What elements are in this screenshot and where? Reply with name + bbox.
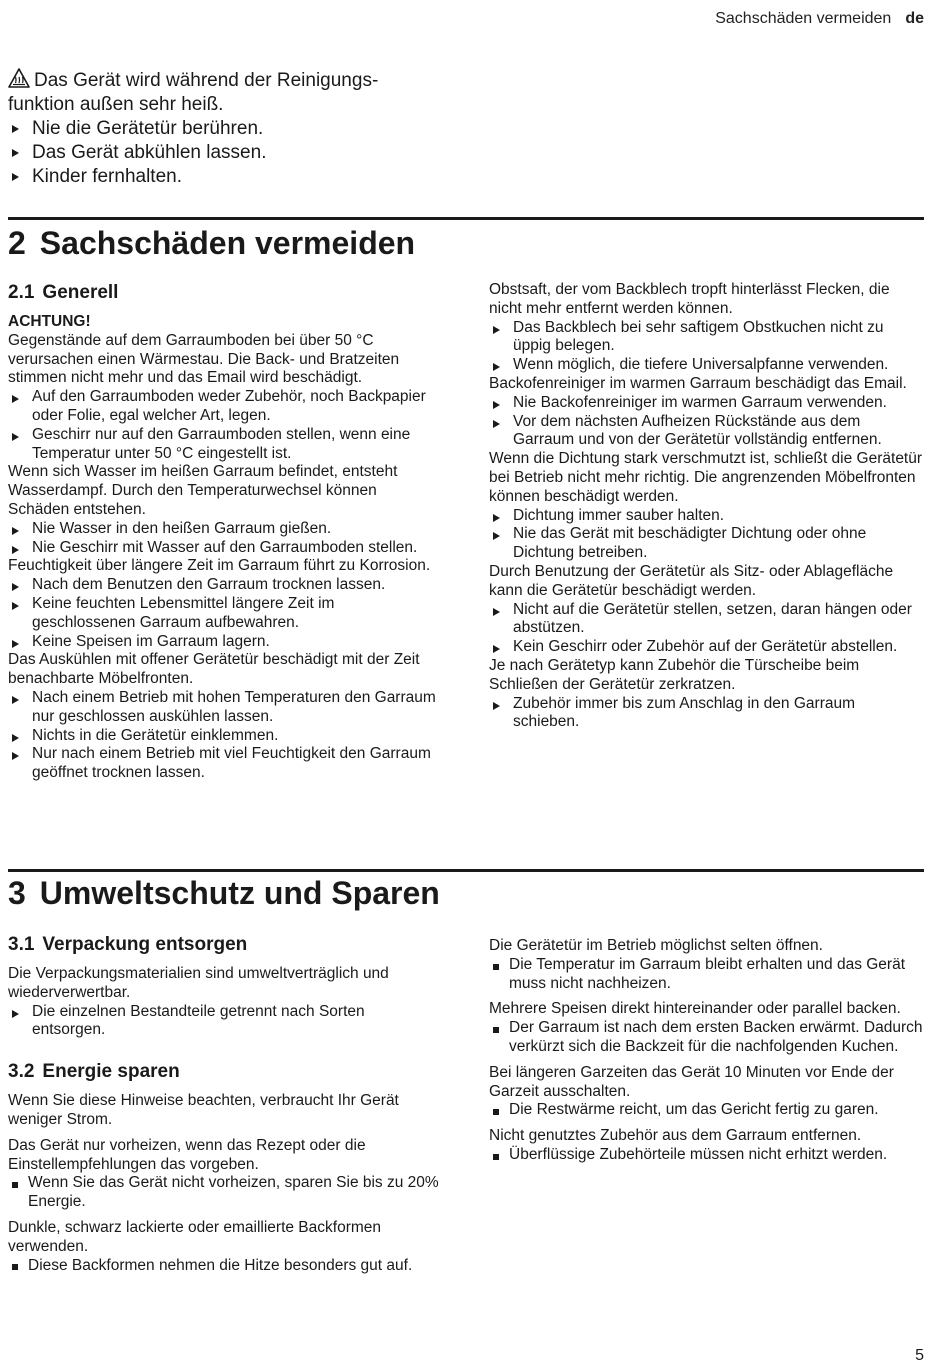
section-2-right-column	[489, 281, 923, 732]
section-2-left-column	[8, 281, 442, 783]
paragraph: Das Gerät nur vorheizen, wenn das Rezept oder die Einstellempfehlungen das vorgeben.	[8, 1136, 366, 1173]
paragraph: Nicht genutztes Zubehör aus dem Garraum entfernen.	[489, 1127, 862, 1145]
bullet-item: Vor dem nächsten Aufheizen Rückstände aus dem Garraum und von der Gerätetür vollständig entfernen.	[489, 413, 923, 451]
bullet-item: Keine feuchten Lebensmittel längere Zeit im geschlossenen Garraum aufbewahren.	[8, 595, 442, 633]
section-2-left-list	[8, 313, 442, 783]
bullet-item: Nie Geschirr mit Wasser auf den Garraumboden stellen.	[8, 539, 442, 558]
warning-intro-line-2: funktion außen sehr heiß.	[8, 94, 224, 115]
paragraph: Wenn Sie diese Hinweise beachten, verbraucht Ihr Gerät weniger Strom.	[8, 1092, 399, 1128]
bullet-item: Nach dem Benutzen den Garraum trocknen lassen.	[8, 576, 442, 595]
square-bullet-item: Die Temperatur im Garraum bleibt erhalten und das Gerät muss nicht nachheizen.	[489, 956, 923, 994]
subsection-3-2-heading	[8, 1060, 442, 1084]
paragraph: Obstsaft, der vom Backblech tropft hinterlässt Flecken, die nicht mehr entfernt werden können.	[489, 281, 890, 317]
section-3-title: Umweltschutz und Sparen	[39, 875, 440, 911]
subsection-3-2-title: Energie sparen	[42, 1061, 180, 1083]
square-bullet-item: Überflüssige Zubehörteile müssen nicht erhitzt werden.	[489, 1146, 923, 1165]
warning-item: Das Gerät abkühlen lassen.	[8, 141, 448, 165]
bullet-item: Das Backblech bei sehr saftigem Obstkuchen nicht zu üppig belegen.	[489, 319, 923, 357]
square-bullet-item: Die Restwärme reicht, um das Gericht fertig zu garen.	[489, 1101, 923, 1120]
square-bullet-item: Diese Backformen nehmen die Hitze besonders gut auf.	[8, 1257, 442, 1276]
warning-intro	[8, 68, 448, 117]
subsection-2-1-number: 2.1	[8, 282, 35, 303]
header-section-title: Sachschäden vermeiden	[715, 10, 892, 27]
subsection-2-1-heading	[8, 281, 442, 305]
bullet-item: Nach einem Betrieb mit hohen Temperaturen den Garraum nur geschlossen auskühlen lassen.	[8, 689, 442, 727]
bullet-item: Nichts in die Gerätetür einklemmen.	[8, 727, 442, 746]
warning-block	[8, 68, 448, 189]
subsection-3-1-title: Verpackung entsorgen	[42, 934, 248, 955]
paragraph: Gegenstände auf dem Garraumboden bei über 50 °C verursachen einen Wärmestau. Die Back- und Bratzeiten stimmen nicht mehr und das Email wird beschädigt.	[8, 331, 400, 387]
caution-label: ACHTUNG!	[8, 313, 91, 330]
paragraph: Die Verpackungsmaterialien sind umweltverträglich und wiederverwertbar.	[8, 965, 389, 1001]
paragraph: Durch Benutzung der Gerätetür als Sitz- oder Ablagefläche kann die Gerätetür beschädigt werden.	[489, 562, 894, 599]
bullet-item: Nie das Gerät mit beschädigter Dichtung oder ohne Dichtung betreiben.	[489, 525, 923, 563]
page-number: 5	[915, 1347, 924, 1364]
warning-hot-surface-icon	[8, 68, 30, 88]
section-3-heading	[8, 873, 440, 913]
section-3-left-column	[8, 933, 442, 1275]
square-bullet-item: Der Garraum ist nach dem ersten Backen erwärmt. Dadurch verkürzt sich die Backzeit für die nachfolgenden Kuchen.	[489, 1019, 923, 1057]
bullet-item: Geschirr nur auf den Garraumboden stellen, wenn eine Temperatur unter 50 °C eingestellt ist.	[8, 426, 442, 464]
bullet-item: Keine Speisen im Garraum lagern.	[8, 633, 442, 652]
paragraph: Wenn sich Wasser im heißen Garraum befindet, entsteht Wasserdampf. Durch den Temperaturwechsel können Schäden entstehen.	[8, 463, 398, 518]
paragraph: Die Gerätetür im Betrieb möglichst selten öffnen.	[489, 937, 823, 954]
bullet-item: Auf den Garraumboden weder Zubehör, noch Backpapier oder Folie, egal welcher Art, legen.	[8, 388, 442, 426]
section-3-right-list	[489, 937, 923, 1165]
paragraph: Bei längeren Garzeiten das Gerät 10 Minuten vor Ende der Garzeit ausschalten.	[489, 1063, 894, 1100]
warning-item: Nie die Gerätetür berühren.	[8, 117, 448, 141]
section-2-title: Sachschäden vermeiden	[39, 225, 416, 261]
paragraph: Wenn die Dichtung stark verschmutzt ist, schließt die Gerätetür bei Betrieb nicht mehr richtig. Die angrenzenden Möbelfronten können beschädigt werden.	[489, 450, 923, 505]
warning-item: Kinder fernhalten.	[8, 165, 448, 189]
bullet-item: Kein Geschirr oder Zubehör auf der Gerätetür abstellen.	[489, 638, 923, 657]
subsection-3-1-number: 3.1	[8, 934, 35, 955]
section-2-number: 2	[8, 225, 26, 261]
square-bullet-item: Wenn Sie das Gerät nicht vorheizen, sparen Sie bis zu 20% Energie.	[8, 1174, 442, 1212]
bullet-item: Nur nach einem Betrieb mit viel Feuchtigkeit den Garraum geöffnet trocknen lassen.	[8, 745, 442, 783]
bullet-item: Nie Wasser in den heißen Garraum gießen.	[8, 520, 442, 539]
page-header	[715, 10, 924, 28]
subsection-2-1-title: Generell	[42, 282, 119, 303]
paragraph: Mehrere Speisen direkt hintereinander oder parallel backen.	[489, 1000, 901, 1018]
bullet-item: Zubehör immer bis zum Anschlag in den Garraum schieben.	[489, 695, 923, 733]
section-3-number: 3	[8, 875, 26, 911]
bullet-item: Die einzelnen Bestandteile getrennt nach Sorten entsorgen.	[8, 1003, 442, 1041]
section-3-rule	[8, 869, 924, 872]
section-2-rule	[8, 217, 924, 220]
paragraph: Dunkle, schwarz lackierte oder emaillierte Backformen verwenden.	[8, 1218, 382, 1255]
paragraph: Feuchtigkeit über längere Zeit im Garraum führt zu Korrosion.	[8, 557, 431, 575]
subsection-3-2-number: 3.2	[8, 1061, 35, 1083]
section-2-right-list	[489, 281, 923, 732]
bullet-item: Nicht auf die Gerätetür stellen, setzen, daran hängen oder abstützen.	[489, 601, 923, 639]
subsection-3-1-list	[8, 965, 442, 1040]
section-3-right-column	[489, 937, 923, 1165]
warning-intro-line-1: Das Gerät wird während der Reinigungs-	[34, 70, 379, 91]
subsection-3-1-heading	[8, 933, 442, 957]
subsection-3-2-list	[8, 1092, 442, 1275]
bullet-item: Dichtung immer sauber halten.	[489, 507, 923, 526]
section-2-heading	[8, 223, 415, 263]
paragraph: Je nach Gerätetyp kann Zubehör die Türscheibe beim Schließen der Gerätetür zerkratzen.	[489, 656, 860, 693]
paragraph: Backofenreiniger im warmen Garraum beschädigt das Email.	[489, 374, 907, 392]
bullet-item: Wenn möglich, die tiefere Universalpfanne verwenden.	[489, 356, 923, 375]
paragraph: Das Auskühlen mit offener Gerätetür beschädigt mit der Zeit benachbarte Möbelfronten.	[8, 651, 420, 688]
bullet-item: Nie Backofenreiniger im warmen Garraum verwenden.	[489, 394, 923, 413]
header-language: de	[905, 10, 924, 27]
